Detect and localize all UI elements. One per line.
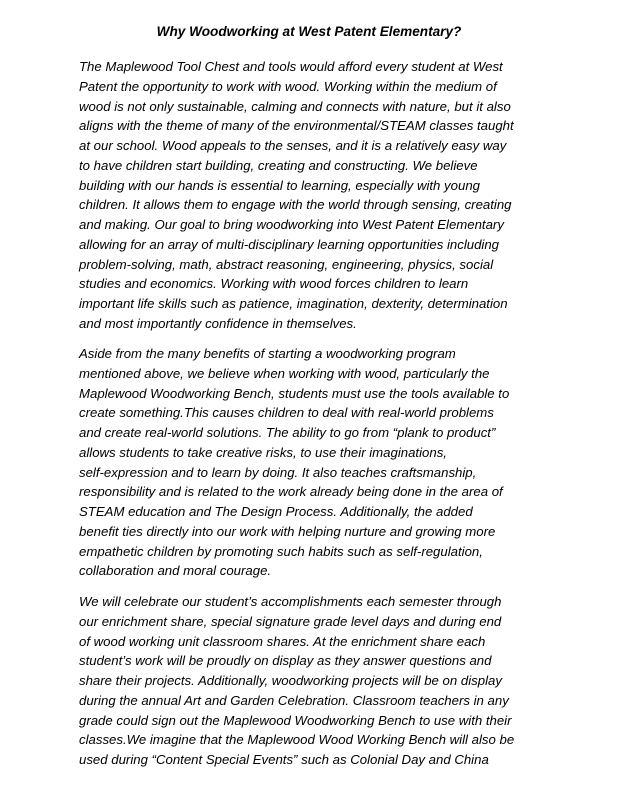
text-line: and most importantly confidence in themselves. (79, 315, 357, 331)
text-line: and making. Our goal to bring woodworking into West Patent Elementary (79, 217, 504, 232)
text-line: to have children start building, creating and constructing. We believe (79, 157, 478, 173)
text-line: student’s work will be proudly on display as they answer questions and (79, 653, 492, 669)
text-line: children. It allows them to engage with the world through sensing, creating (79, 197, 512, 213)
text-line: during the annual Art and Garden Celebration. Classroom teachers in any (79, 692, 509, 708)
paragraph-1 (79, 57, 559, 334)
paragraph-3 (79, 592, 559, 770)
text-line: We will celebrate our student’s accomplishments each semester through (79, 594, 502, 609)
text-line: of wood working unit classroom shares. At the enrichment share each (79, 633, 486, 649)
text-line: empathetic children by promoting such habits such as self-regulation, (79, 543, 483, 559)
text-line: Maplewood Woodworking Bench, students must use the tools available to (79, 385, 510, 401)
paragraph-2 (79, 344, 559, 581)
text-line: create something.This causes children to deal with real-world problems (79, 405, 494, 421)
text-line: share their projects. Additionally, woodworking projects will be on display (79, 673, 502, 688)
text-line: building with our hands is essential to learning, especially with young (79, 177, 480, 193)
text-line: benefit ties directly into our work with helping nurture and growing more (79, 523, 496, 539)
text-line: allowing for an array of multi-disciplinary learning opportunities including (79, 236, 500, 252)
text-line: wood is not only sustainable, calming and connects with nature, but it also (79, 98, 511, 114)
text-line: allows students to take creative risks, to use their imaginations, (79, 444, 447, 460)
text-line: at our school. Wood appeals to the senses, and it is a relatively easy way (79, 138, 507, 153)
document-title: Why Woodworking at West Patent Elementary? (156, 24, 462, 39)
text-line: important life skills such as patience, imagination, dexterity, determination (79, 296, 508, 311)
text-line: used during “Content Special Events” such as Colonial Day and China (79, 752, 489, 767)
text-line: and create real-world solutions. The ability to go from “plank to product” (79, 425, 496, 440)
text-line: STEAM education and The Design Process. Additionally, the added (79, 504, 473, 519)
text-line: our enrichment share, special signature grade level days and during end (79, 613, 502, 629)
text-line: The Maplewood Tool Chest and tools would afford every student at West (79, 59, 503, 74)
text-line: Aside from the many benefits of starting a woodworking program (79, 346, 456, 361)
text-line: studies and economics. Working with wood forces children to learn (79, 276, 469, 292)
text-line: mentioned above, we believe when working with wood, particularly the (79, 365, 490, 381)
text-line: grade could sign out the Maplewood Woodworking Bench to use with their (79, 712, 512, 728)
text-line: aligns with the theme of many of the environmental/STEAM classes taught (79, 118, 514, 134)
text-line: classes.We imagine that the Maplewood Wood Working Bench will also be (79, 732, 515, 748)
text-line: responsibility and is related to the work already being done in the area of (79, 484, 503, 500)
text-line: self-expression and to learn by doing. It also teaches craftsmanship, (79, 464, 477, 480)
text-line: collaboration and moral courage. (79, 563, 272, 579)
text-line: Patent the opportunity to work with wood. Working within the medium of (79, 78, 497, 94)
text-line: problem-solving, math, abstract reasoning, engineering, physics, social (79, 256, 494, 272)
